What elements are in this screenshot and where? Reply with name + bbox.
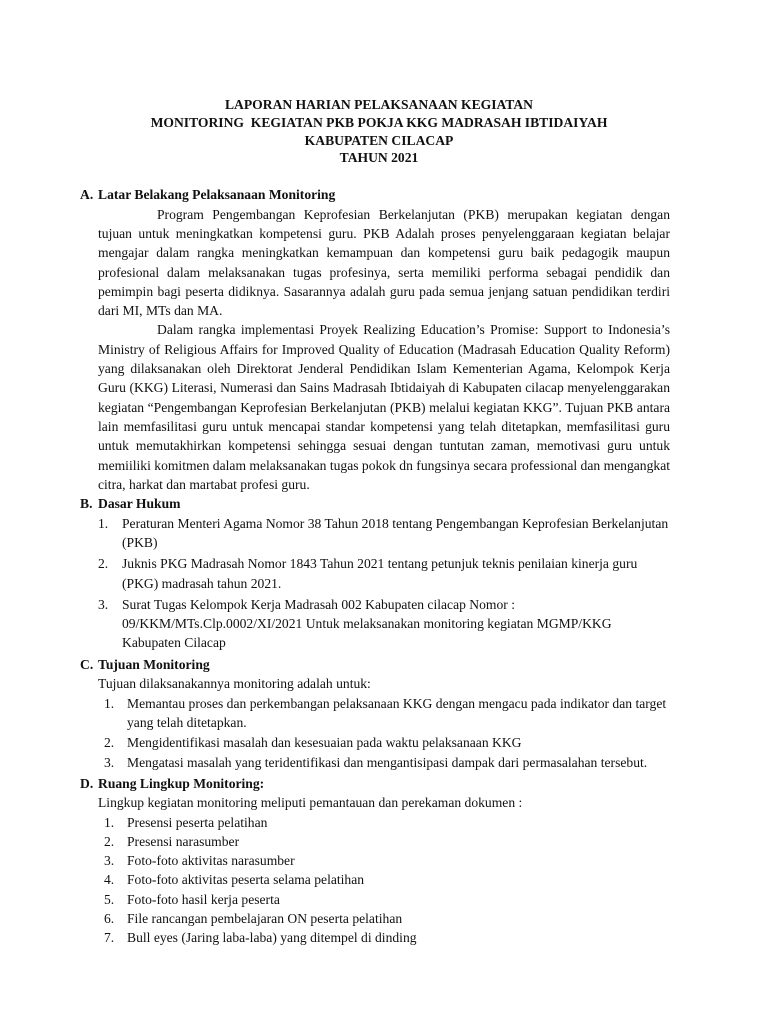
list-item	[104, 851, 670, 870]
list-item	[98, 595, 670, 653]
list-item	[104, 928, 670, 947]
section-intro: Tujuan dilaksanakannya monitoring adalah untuk:	[98, 676, 371, 692]
list-number: 4.	[104, 872, 115, 888]
section-letter: C.	[80, 656, 94, 672]
list-text: Bull eyes (Jaring laba-laba) yang ditempel di dinding	[127, 930, 417, 946]
section-heading-c	[80, 655, 670, 675]
legal-basis-list	[98, 514, 670, 653]
list-number: 1.	[98, 515, 109, 531]
list-item	[104, 832, 670, 851]
list-text: Memantau proses dan perkembangan pelaksanaan KKG dengan mengacu pada indikator dan target yang telah ditetapkan.	[127, 695, 667, 730]
list-number: 2.	[104, 833, 115, 849]
section-objectives	[80, 655, 670, 773]
section-title: Dasar Hukum	[98, 496, 181, 512]
list-text: Foto-foto aktivitas narasumber	[127, 853, 295, 869]
list-number: 1.	[104, 814, 115, 830]
list-number: 1.	[104, 695, 115, 711]
section-legal-basis	[80, 494, 670, 653]
list-text: Presensi narasumber	[127, 833, 240, 849]
scope-list	[104, 813, 670, 948]
section-letter: B.	[80, 496, 93, 512]
paragraph: Program Pengembangan Keprofesian Berkelanjutan (PKB) merupakan kegiatan dengan tujuan untuk meningkatkan kompetensi guru. PKB Adalah proses penyelenggaraan kegiatan belajar mengajar dalam rangka meningkatkan kemampuan dan kompetensi guru baik pedagogik maupun profesional dalam melaksanakan tugas profesinya, serta memiliki performa sebagai pendidik dan pemimpin bagi peserta didiknya. Sasarannya adalah guru pada semua jenjang satuan pendidikan terdiri dari MI, MTs dan MA.	[98, 206, 670, 319]
list-item	[98, 514, 670, 553]
list-item	[104, 813, 670, 832]
list-number: 2.	[98, 556, 109, 572]
section-background	[80, 185, 670, 494]
section-letter: D.	[80, 775, 94, 791]
list-item	[104, 733, 670, 752]
list-number: 3.	[104, 755, 115, 771]
list-number: 3.	[104, 853, 115, 869]
list-item	[104, 753, 670, 772]
list-number: 2.	[104, 735, 115, 751]
list-number: 3.	[98, 596, 109, 612]
list-text: Surat Tugas Kelompok Kerja Madrasah 002 Kabupaten cilacap Nomor : 09/KKM/MTs.Clp.0002/XI/2021 Untuk melaksanakan monitoring kegiatan MGMP/KKG Kabupaten Cilacap	[122, 596, 612, 651]
list-text: Peraturan Menteri Agama Nomor 38 Tahun 2018 tentang Pengembangan Keprofesian Berkelanjutan (PKB)	[122, 515, 669, 550]
list-item	[98, 554, 670, 593]
section-heading-d	[80, 774, 670, 794]
report-title	[88, 96, 670, 167]
section-scope	[80, 774, 670, 948]
title-line-3: KABUPATEN CILACAP	[304, 132, 454, 148]
title-line-2: MONITORING KEGIATAN PKB POKJA KKG MADRASAH IBTIDAIYAH	[150, 114, 608, 130]
list-text: File rancangan pembelajaran ON peserta pelatihan	[127, 910, 403, 926]
list-text: Foto-foto aktivitas peserta selama pelatihan	[127, 872, 365, 888]
title-line-1: LAPORAN HARIAN PELAKSANAAN KEGIATAN	[224, 97, 534, 112]
section-intro: Lingkup kegiatan monitoring meliputi pemantauan dan perekaman dokumen :	[98, 795, 523, 811]
list-item	[104, 694, 670, 733]
section-title: Ruang Lingkup Monitoring:	[98, 775, 265, 791]
list-text: Mengatasi masalah yang teridentifikasi dan mengantisipasi dampak dari permasalahan tersebut.	[127, 755, 648, 771]
list-number: 7.	[104, 930, 115, 946]
section-heading-a	[80, 185, 670, 205]
section-letter: A.	[80, 187, 94, 203]
list-number: 5.	[104, 891, 115, 907]
list-text: Mengidentifikasi masalah dan kesesuaian pada waktu pelaksanaan KKG	[127, 735, 522, 751]
list-number: 6.	[104, 910, 115, 926]
title-line-4: TAHUN 2021	[339, 150, 419, 166]
section-title: Tujuan Monitoring	[98, 656, 210, 672]
list-item	[104, 870, 670, 889]
paragraph: Dalam rangka implementasi Proyek Realizing Education’s Promise: Support to Indonesia’s Ministry of Religious Affairs for Improved Quality of Education (Madrasah Education Quality Reform) yang dilaksanakan oleh Direktorat Jenderal Pendidikan Islam Kementerian Agama, Kelompok Kerja Guru (KKG) Literasi, Numerasi dan Sains Madrasah Ibtidaiyah di Kabupaten cilacap menyelenggarakan kegiatan “Pengembangan Keprofesian Berkelanjutan (PKB) melalui kegiatan KKG”. Tujuan PKB antara lain memfasilitasi guru untuk mencapai standar kompetensi yang telah ditetapkan, memfasilitasi guru untuk memutakhirkan kompetensi sehingga sesuai dengan tuntutan zaman, memotivasi guru untuk memiiliki komitmen dalam melaksanakan tugas pokok dn fungsinya secara professional dan mengangkat citra, harkat dan martabat profesi guru.	[98, 322, 670, 492]
list-text: Foto-foto hasil kerja peserta	[127, 891, 280, 907]
list-text: Juknis PKG Madrasah Nomor 1843 Tahun 2021 tentang petunjuk teknis penilaian kinerja guru (PKG) madrasah tahun 2021.	[122, 556, 638, 591]
list-item	[104, 909, 670, 928]
section-heading-b	[80, 494, 670, 514]
objectives-list	[104, 694, 670, 773]
section-title: Latar Belakang Pelaksanaan Monitoring	[98, 187, 336, 203]
list-text: Presensi peserta pelatihan	[127, 814, 268, 830]
list-item	[104, 890, 670, 909]
